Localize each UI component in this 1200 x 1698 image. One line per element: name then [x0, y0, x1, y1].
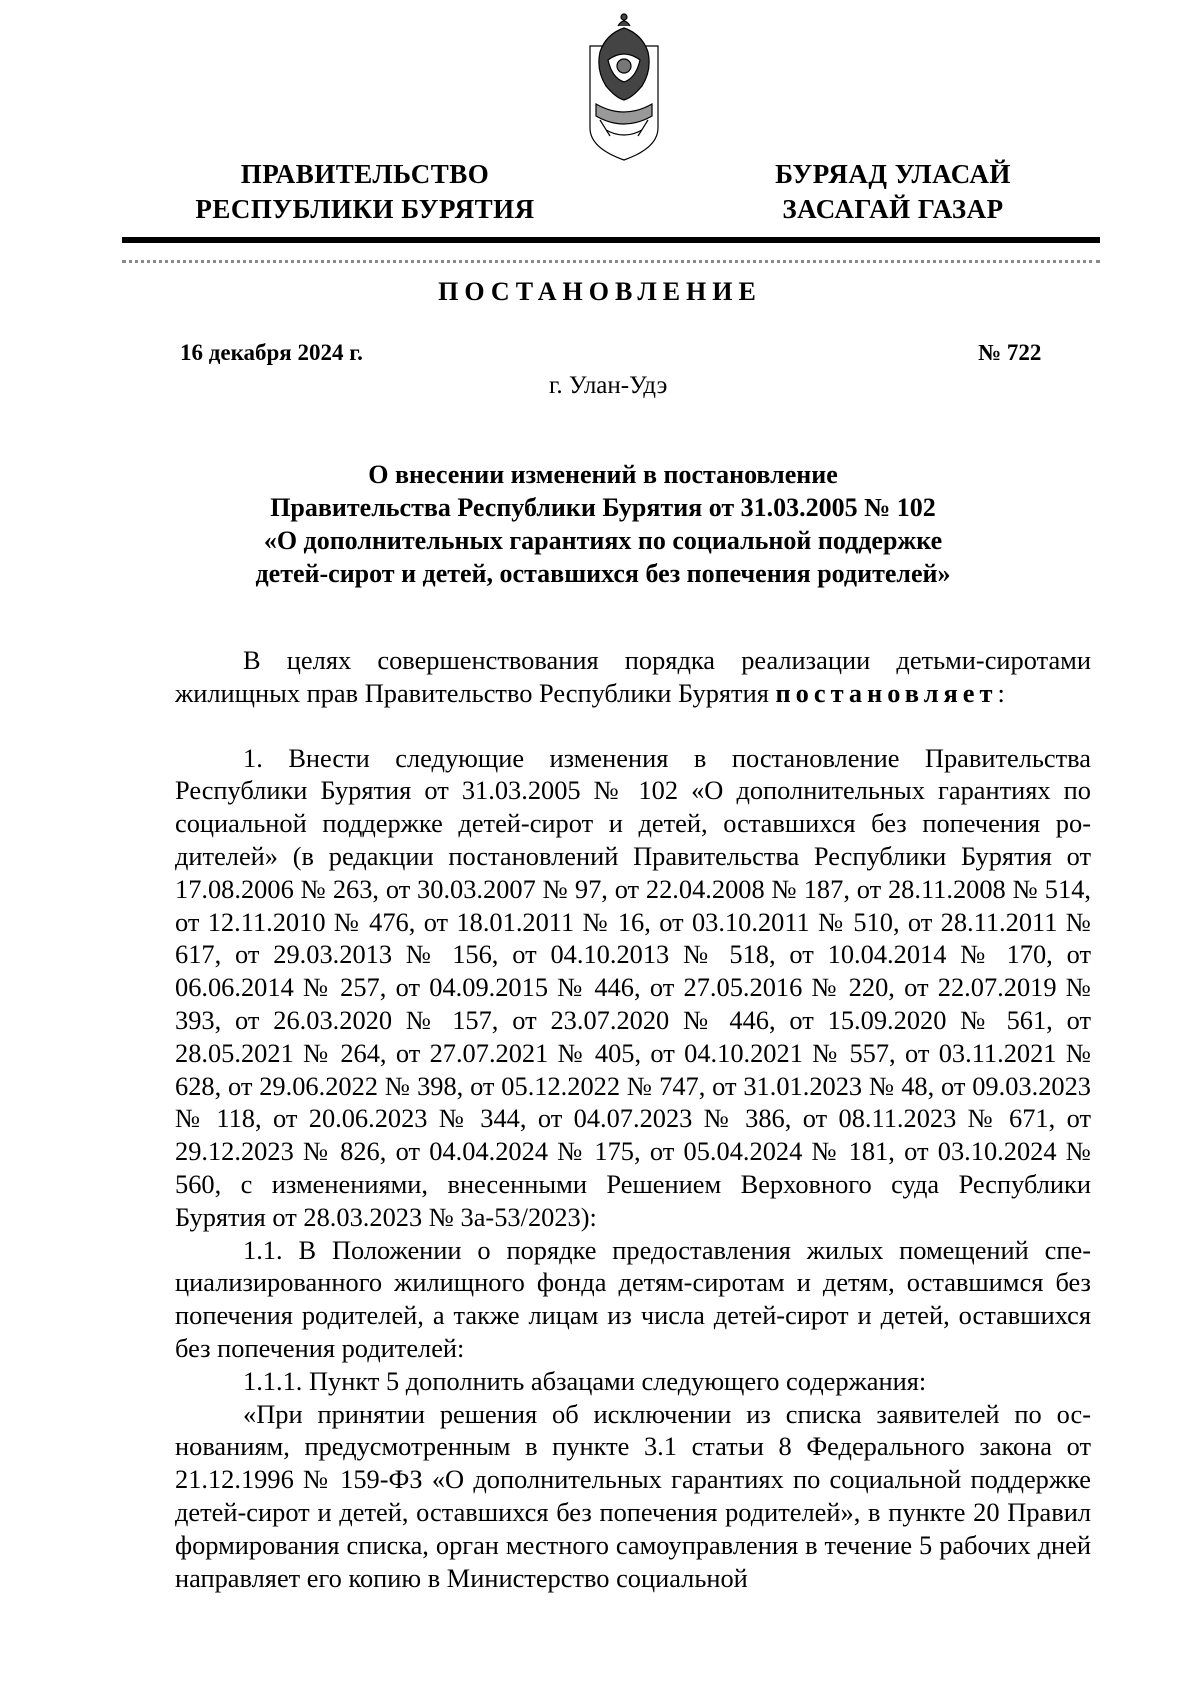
preamble-keyword: постановляет	[775, 677, 998, 708]
document-type: ПОСТАНОВЛЕНИЕ	[438, 277, 762, 306]
title-line: Правительства Республики Бурятия от 31.03.2005 № 102	[270, 493, 936, 522]
header-divider-dotted	[122, 260, 1100, 263]
coat-of-arms-icon	[586, 8, 662, 166]
preamble-end: :	[997, 677, 1005, 708]
paragraph-1-1: 1.1. В Положении о порядке предоставления жилых помещений специализированного жилищного фонда детям-сиротам и детям, оставшимся без попечения родителей, а также лицам из числа детей-сирот и детей, оставшихся без попечения родителей:	[175, 1234, 1091, 1363]
org-name-bur-line-1: БУРЯАД УЛАСАЙ	[775, 159, 1011, 189]
document-city: г. Улан-Удэ	[549, 372, 668, 399]
org-name-russian	[170, 157, 560, 227]
title-line: О внесении изменений в постановление	[368, 460, 838, 489]
title-line: «О дополнительных гарантиях по социальной поддержке	[263, 526, 943, 555]
header-divider	[122, 237, 1100, 243]
document-number: № 722	[978, 340, 1042, 365]
preamble-text: В целях совершенствования порядка реализации детьми-сиротами жилищных прав Правительство Республики Бурятия	[175, 645, 1091, 708]
document-date: 16 декабря 2024 г.	[180, 340, 363, 365]
org-name-buryat	[748, 157, 1038, 227]
title-line: детей-сирот и детей, оставшихся без попечения родителей»	[255, 559, 951, 588]
paragraph-1: 1. Внести следующие изменения в постановление Правительства Республики Бурятия от 31.03.2005 № 102 «О дополнительных гарантиях по социальной поддержке детей-сирот и детей, оставшихся без попечения родителей» (в редакции постановлений Правительства Республики Бурятия от 17.08.2006 № 263, от 30.03.2007 № 97, от 22.04.2008 № 187, от 28.11.2008 № 514, от 12.11.2010 № 476, от 18.01.2011 № 16, от 03.10.2011 № 510, от 28.11.2011 № 617, от 29.03.2013 № 156, от 04.10.2013 № 518, от 10.04.2014 № 170, от 06.06.2014 № 257, от 04.09.2015 № 446, от 27.05.2016 № 220, от 22.07.2019 № 393, от 26.03.2020 № 157, от 23.07.2020 № 446, от 15.09.2020 № 561, от 28.05.2021 № 264, от 27.07.2021 № 405, от 04.10.2021 № 557, от 03.11.2021 № 628, от 29.06.2022 № 398, от 05.12.2022 № 747, от 31.01.2023 № 48, от 09.03.2023 № 118, от 20.06.2023 № 344, от 04.07.2023 № 386, от 08.11.2023 № 671, от 29.12.2023 № 826, от 04.04.2024 № 175, от 05.04.2024 № 181, от 03.10.2024 № 560, с изменениями, внесенными Решением Верховного суда Республики Бурятия от 28.03.2023 № 3а-53/2023):	[175, 742, 1091, 1232]
quoted-amendment: «При принятии решения об исключении из списка заявителей по основаниям, предусмотренным в пункте 3.1 статьи 8 Федерального закона от 21.12.1996 № 159-ФЗ «О дополнительных гарантиях по социальной поддержке детей-сирот и детей, оставшихся без попечения родителей», в пункте 20 Правил формирования списка, орган местного самоуправления в течение 5 рабочих дней направляет его копию в Министерство социальной	[175, 1398, 1091, 1593]
document-title	[180, 458, 1026, 590]
document-body	[175, 644, 1091, 1594]
preamble-paragraph	[175, 644, 1091, 710]
paragraph-1-1-1: 1.1.1. Пункт 5 дополнить абзацами следующего содержания:	[243, 1365, 927, 1396]
org-name-ru-line-1: ПРАВИТЕЛЬСТВО	[240, 159, 490, 189]
org-name-ru-line-2: РЕСПУБЛИКИ БУРЯТИЯ	[195, 194, 535, 224]
org-name-bur-line-2: ЗАСАГАЙ ГАЗАР	[782, 194, 1004, 224]
